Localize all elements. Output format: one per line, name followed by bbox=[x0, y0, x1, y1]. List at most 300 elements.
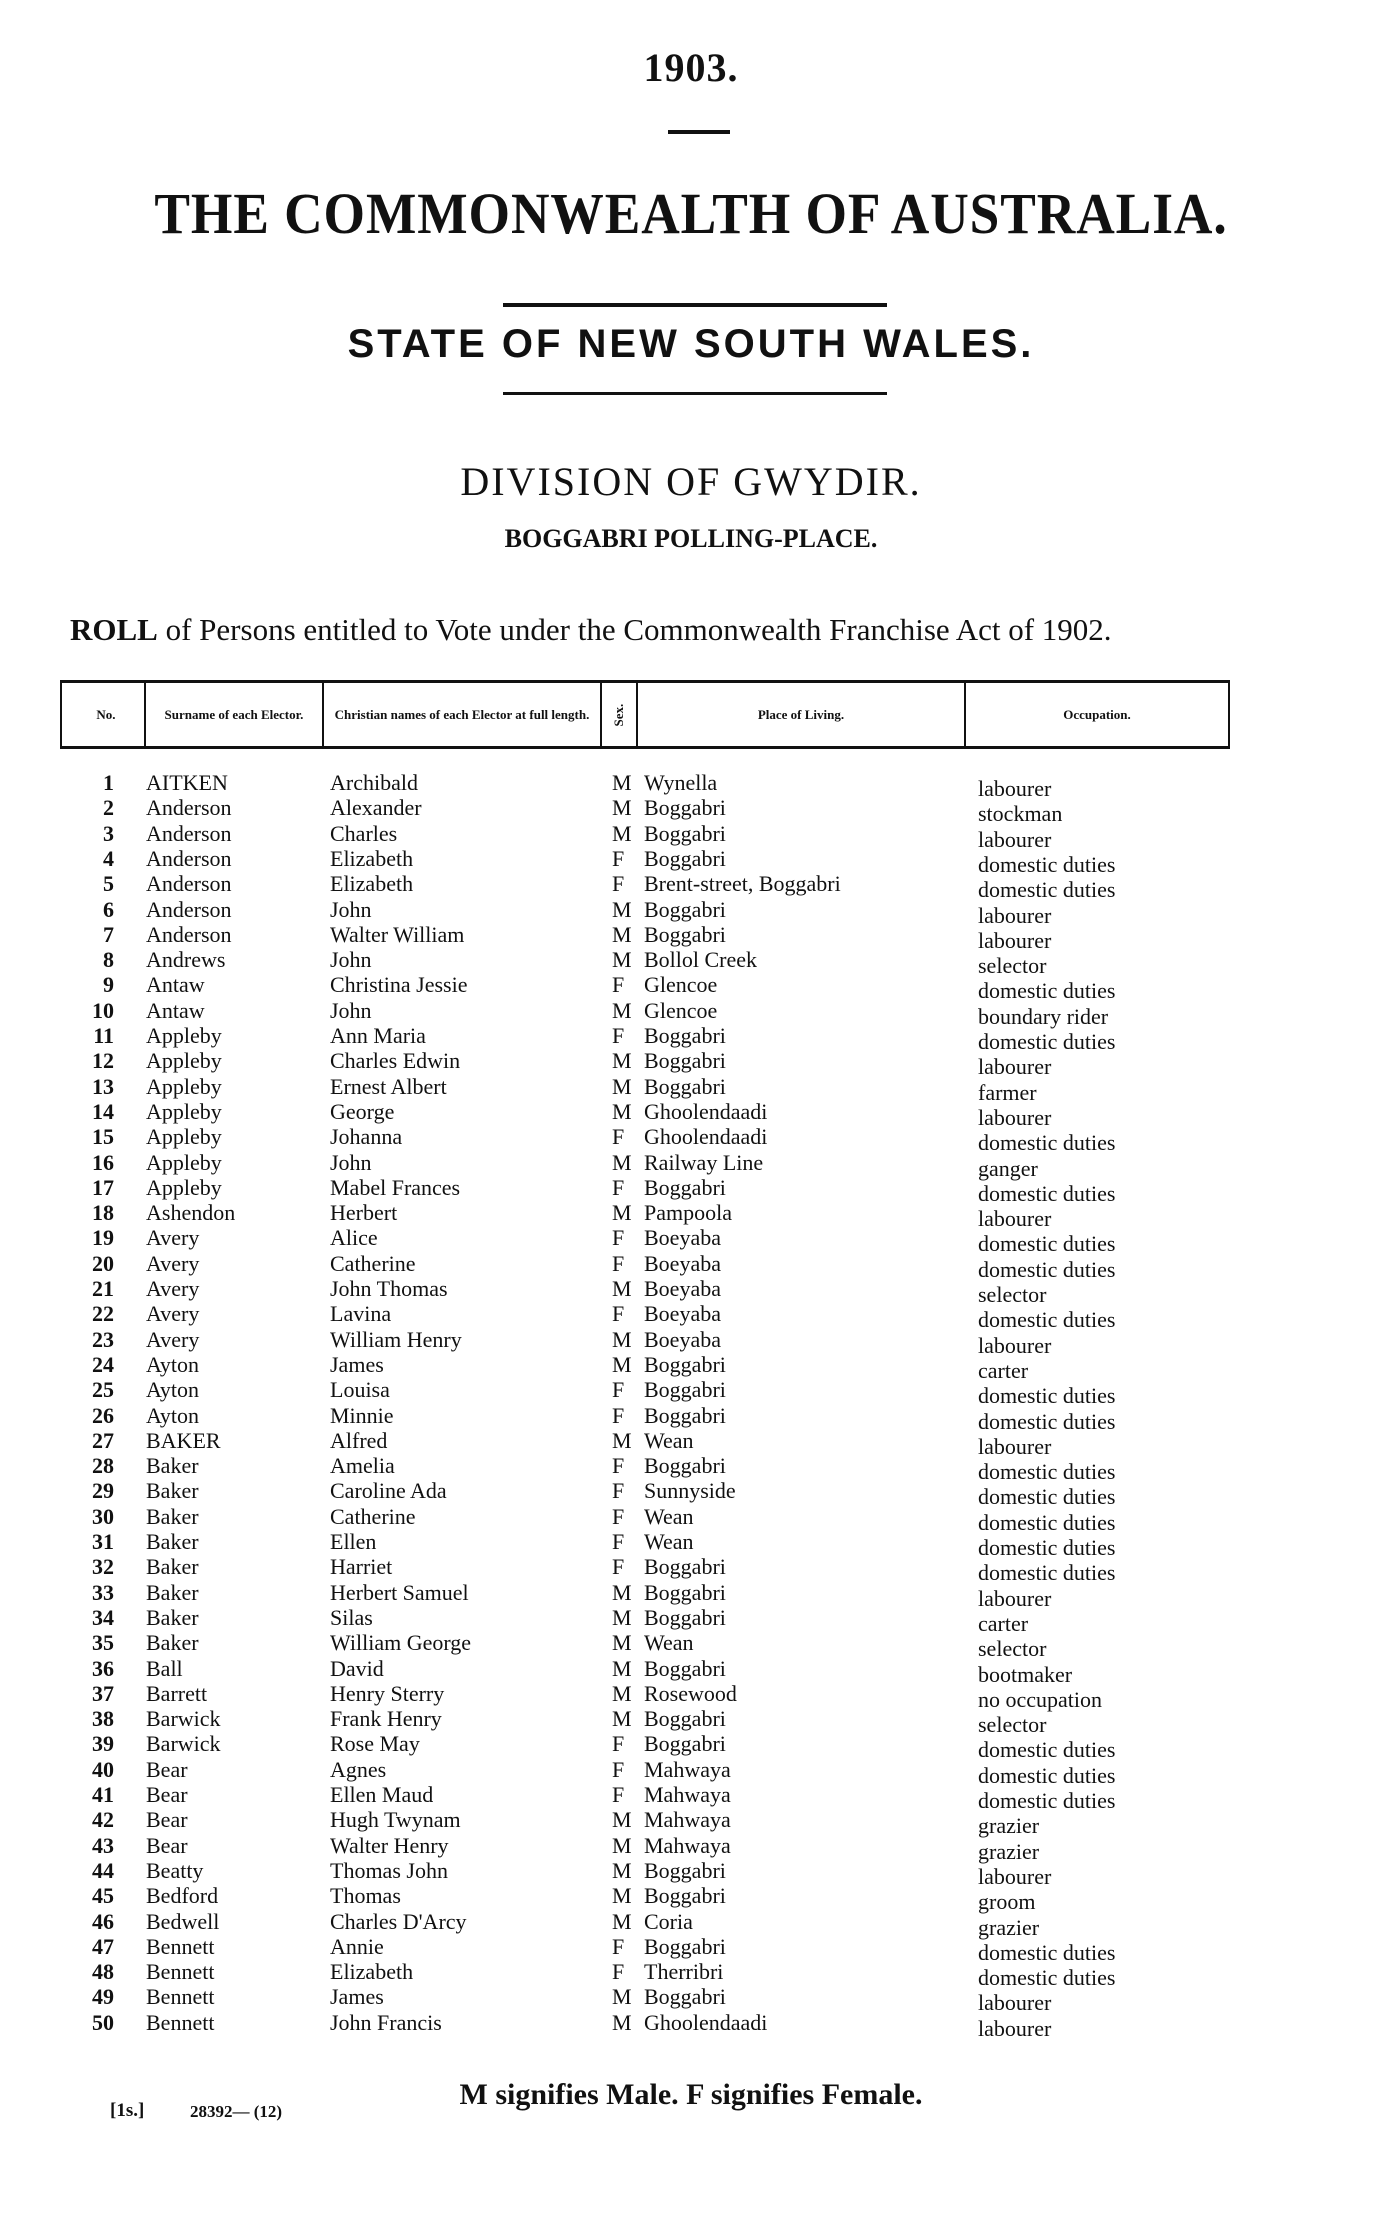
elector-number: 22 bbox=[92, 1301, 114, 1327]
table-header-bottom-rule bbox=[60, 746, 1230, 749]
elector-surname: Anderson bbox=[146, 921, 232, 947]
elector-number: 15 bbox=[92, 1124, 114, 1150]
elector-number: 28 bbox=[92, 1453, 114, 1479]
column-divider bbox=[1228, 683, 1230, 746]
elector-surname: BAKER bbox=[146, 1427, 221, 1453]
elector-sex: M bbox=[612, 1832, 632, 1858]
table-header-top-rule bbox=[60, 680, 1230, 683]
elector-christian-names: Christina Jessie bbox=[330, 972, 468, 998]
elector-number: 5 bbox=[103, 871, 114, 897]
elector-occupation: domestic duties bbox=[978, 1180, 1116, 1206]
elector-number: 23 bbox=[92, 1326, 114, 1352]
elector-place: Mahwaya bbox=[644, 1807, 731, 1833]
elector-christian-names: Louisa bbox=[330, 1377, 390, 1403]
elector-sex: F bbox=[612, 1174, 625, 1200]
elector-sex: M bbox=[612, 1807, 632, 1833]
elector-surname: Baker bbox=[146, 1604, 199, 1630]
elector-surname: Ball bbox=[146, 1655, 183, 1681]
elector-place: Boggabri bbox=[644, 1933, 726, 1959]
elector-place: Wynella bbox=[644, 770, 718, 795]
table-row bbox=[0, 1250, 1382, 1282]
elector-christian-names: Elizabeth bbox=[330, 871, 414, 897]
elector-number: 7 bbox=[103, 921, 114, 947]
elector-sex: M bbox=[612, 2009, 632, 2035]
elector-number: 6 bbox=[103, 896, 114, 922]
elector-occupation: grazier bbox=[978, 1813, 1040, 1839]
elector-number: 39 bbox=[92, 1731, 114, 1757]
elector-place: Wean bbox=[644, 1529, 694, 1554]
table-row bbox=[0, 1857, 1382, 1889]
elector-place: Sunnyside bbox=[644, 1478, 736, 1504]
table-row bbox=[0, 1706, 1382, 1738]
elector-christian-names: Alice bbox=[330, 1225, 378, 1251]
elector-number: 1 bbox=[103, 770, 114, 795]
elector-christian-names: Catherine bbox=[330, 1503, 416, 1529]
elector-surname: Avery bbox=[146, 1225, 200, 1251]
column-divider bbox=[60, 683, 62, 746]
elector-occupation: domestic duties bbox=[978, 877, 1116, 903]
elector-place: Boggabri bbox=[644, 1377, 726, 1403]
elector-occupation: labourer bbox=[978, 1104, 1052, 1130]
elector-occupation: boundary rider bbox=[978, 1003, 1109, 1029]
elector-surname: Bear bbox=[146, 1782, 188, 1807]
elector-surname: Ashendon bbox=[146, 1200, 236, 1226]
elector-surname: Bear bbox=[146, 1832, 188, 1858]
divider bbox=[503, 392, 887, 395]
elector-place: Brent-street, Boggabri bbox=[644, 871, 841, 897]
elector-christian-names: David bbox=[330, 1655, 384, 1681]
elector-sex: F bbox=[612, 871, 625, 897]
table-row bbox=[0, 1174, 1382, 1206]
column-header-sex bbox=[602, 688, 636, 742]
elector-surname: Avery bbox=[146, 1250, 200, 1276]
elector-sex: F bbox=[612, 1478, 625, 1504]
elector-surname: Appleby bbox=[146, 1023, 222, 1048]
elector-surname: Baker bbox=[146, 1579, 199, 1605]
elector-sex: M bbox=[612, 1351, 632, 1377]
elector-christian-names: Caroline Ada bbox=[330, 1478, 447, 1504]
table-row bbox=[0, 972, 1382, 1004]
footer-print-code: 28392— (12) bbox=[190, 2102, 283, 2121]
elector-occupation: labourer bbox=[978, 927, 1052, 953]
elector-christian-names: Lavina bbox=[330, 1301, 392, 1327]
table-row bbox=[0, 2009, 1382, 2041]
elector-place: Wean bbox=[644, 1427, 694, 1453]
elector-number: 25 bbox=[92, 1377, 114, 1403]
elector-surname: Anderson bbox=[146, 795, 232, 821]
elector-surname: Bennett bbox=[146, 1959, 215, 1985]
elector-christian-names: Alfred bbox=[330, 1427, 388, 1453]
elector-surname: Antaw bbox=[146, 972, 205, 998]
elector-surname: Ayton bbox=[146, 1351, 199, 1377]
elector-surname: Appleby bbox=[146, 1174, 222, 1200]
elector-surname: Baker bbox=[146, 1453, 199, 1479]
elector-christian-names: Hugh Twynam bbox=[330, 1807, 461, 1833]
elector-sex: F bbox=[612, 1933, 625, 1959]
elector-number: 27 bbox=[92, 1427, 114, 1453]
elector-sex: F bbox=[612, 1124, 625, 1150]
roll-title bbox=[70, 612, 1250, 648]
elector-surname: Bennett bbox=[146, 1933, 215, 1959]
elector-occupation: labourer bbox=[978, 2015, 1052, 2041]
elector-place: Wean bbox=[644, 1503, 694, 1529]
elector-surname: Bennett bbox=[146, 2009, 215, 2035]
table-row bbox=[0, 1832, 1382, 1864]
table-row bbox=[0, 947, 1382, 979]
elector-occupation: domestic duties bbox=[978, 1762, 1116, 1788]
elector-sex: M bbox=[612, 1427, 632, 1453]
elector-number: 36 bbox=[92, 1655, 114, 1681]
elector-sex: M bbox=[612, 1984, 632, 2010]
elector-number: 49 bbox=[92, 1984, 114, 2010]
elector-place: Boggabri bbox=[644, 921, 726, 947]
elector-sex: M bbox=[612, 1579, 632, 1605]
elector-occupation: selector bbox=[978, 1282, 1047, 1307]
elector-christian-names: John Francis bbox=[330, 2009, 442, 2035]
elector-occupation: labourer bbox=[978, 776, 1052, 801]
elector-christian-names: Charles Edwin bbox=[330, 1048, 461, 1074]
elector-christian-names: Harriet bbox=[330, 1554, 393, 1580]
elector-christian-names: Minnie bbox=[330, 1402, 394, 1428]
elector-occupation: domestic duties bbox=[978, 978, 1116, 1004]
elector-sex: M bbox=[612, 896, 632, 922]
elector-sex: F bbox=[612, 1453, 625, 1479]
elector-christian-names: Herbert bbox=[330, 1200, 398, 1226]
elector-place: Coria bbox=[644, 1908, 693, 1934]
elector-surname: Bear bbox=[146, 1756, 188, 1782]
elector-christian-names: Thomas John bbox=[330, 1857, 448, 1883]
elector-sex: M bbox=[612, 1200, 632, 1226]
elector-christian-names: Mabel Frances bbox=[330, 1174, 461, 1200]
divider bbox=[668, 130, 730, 134]
table-row bbox=[0, 1023, 1382, 1054]
elector-occupation: domestic duties bbox=[978, 1535, 1116, 1560]
elector-occupation: labourer bbox=[978, 902, 1052, 928]
column-header-christian-names: Christian names of each Elector at full length. bbox=[334, 706, 590, 722]
elector-sex: F bbox=[612, 1503, 625, 1529]
elector-number: 26 bbox=[92, 1402, 114, 1428]
elector-sex: F bbox=[612, 1301, 625, 1327]
table-row bbox=[0, 845, 1382, 877]
elector-place: Glencoe bbox=[644, 997, 718, 1023]
elector-occupation: domestic duties bbox=[978, 1509, 1116, 1535]
elector-number: 30 bbox=[92, 1503, 114, 1529]
table-row bbox=[0, 1098, 1382, 1130]
divider bbox=[503, 303, 887, 307]
column-header-surname: Surname of each Elector. bbox=[164, 706, 304, 722]
elector-christian-names: Frank Henry bbox=[330, 1706, 442, 1732]
elector-occupation: domestic duties bbox=[978, 1965, 1116, 1991]
table-row bbox=[0, 1655, 1382, 1687]
elector-christian-names: Walter Henry bbox=[330, 1832, 449, 1858]
table-row bbox=[0, 1276, 1382, 1307]
elector-sex: F bbox=[612, 1959, 625, 1985]
elector-christian-names: Annie bbox=[330, 1933, 384, 1959]
table-row bbox=[0, 1301, 1382, 1333]
elector-surname: Bedwell bbox=[146, 1908, 220, 1934]
table-row bbox=[0, 1756, 1382, 1788]
elector-place: Boeyaba bbox=[644, 1225, 721, 1251]
elector-sex: F bbox=[612, 1756, 625, 1782]
elector-sex: M bbox=[612, 1655, 632, 1681]
table-row bbox=[0, 896, 1382, 928]
table-row bbox=[0, 795, 1382, 827]
elector-sex: F bbox=[612, 1529, 625, 1554]
elector-christian-names: Ellen bbox=[330, 1529, 377, 1554]
table-row bbox=[0, 1807, 1382, 1839]
year: 1903. bbox=[643, 45, 739, 90]
elector-occupation: domestic duties bbox=[978, 1560, 1116, 1586]
elector-sex: F bbox=[612, 1225, 625, 1251]
column-header-occupation: Occupation. bbox=[1063, 706, 1131, 722]
elector-sex: F bbox=[612, 1377, 625, 1403]
elector-christian-names: John Thomas bbox=[330, 1276, 448, 1301]
elector-christian-names: James bbox=[330, 1984, 384, 2010]
elector-number: 11 bbox=[93, 1023, 114, 1048]
elector-occupation: labourer bbox=[978, 1206, 1052, 1232]
elector-surname: Andrews bbox=[146, 947, 226, 973]
elector-surname: Bear bbox=[146, 1807, 188, 1833]
elector-place: Pampoola bbox=[644, 1200, 732, 1226]
elector-occupation: labourer bbox=[978, 1433, 1052, 1459]
elector-sex: M bbox=[612, 820, 632, 846]
elector-place: Boggabri bbox=[644, 1706, 726, 1732]
table-row bbox=[0, 1048, 1382, 1080]
elector-place: Boggabri bbox=[644, 1604, 726, 1630]
elector-occupation: labourer bbox=[978, 1054, 1052, 1080]
footer-reference: [1s.] bbox=[110, 2100, 145, 2121]
elector-place: Boggabri bbox=[644, 1174, 726, 1200]
elector-christian-names: Elizabeth bbox=[330, 845, 414, 871]
table-row bbox=[0, 770, 1382, 801]
elector-sex: M bbox=[612, 947, 632, 973]
elector-place: Boggabri bbox=[644, 1883, 726, 1909]
elector-christian-names: John bbox=[330, 997, 372, 1023]
elector-surname: Ayton bbox=[146, 1377, 199, 1403]
elector-place: Therribri bbox=[644, 1959, 724, 1985]
elector-christian-names: Catherine bbox=[330, 1250, 416, 1276]
elector-surname: Avery bbox=[146, 1326, 200, 1352]
elector-occupation: grazier bbox=[978, 1914, 1040, 1940]
elector-occupation: grazier bbox=[978, 1838, 1040, 1864]
elector-surname: Baker bbox=[146, 1529, 199, 1554]
polling-place-heading: BOGGABRI POLLING-PLACE. bbox=[504, 524, 878, 553]
elector-place: Mahwaya bbox=[644, 1782, 731, 1807]
elector-place: Boggabri bbox=[644, 1984, 726, 2010]
elector-place: Railway Line bbox=[644, 1149, 764, 1175]
elector-sex: F bbox=[612, 1554, 625, 1580]
elector-place: Boggabri bbox=[644, 1351, 726, 1377]
elector-sex: M bbox=[612, 997, 632, 1023]
elector-occupation: domestic duties bbox=[978, 1408, 1116, 1434]
elector-sex: M bbox=[612, 1098, 632, 1124]
elector-place: Mahwaya bbox=[644, 1832, 731, 1858]
elector-number: 38 bbox=[92, 1706, 114, 1732]
elector-surname: Appleby bbox=[146, 1149, 222, 1175]
elector-place: Boeyaba bbox=[644, 1276, 721, 1301]
elector-occupation: farmer bbox=[978, 1079, 1037, 1105]
elector-number: 10 bbox=[92, 997, 114, 1023]
elector-place: Boggabri bbox=[644, 795, 726, 821]
elector-christian-names: Ann Maria bbox=[330, 1023, 426, 1048]
elector-occupation: ganger bbox=[978, 1155, 1038, 1181]
table-row bbox=[0, 871, 1382, 903]
elector-surname: Bedford bbox=[146, 1883, 219, 1909]
elector-occupation: carter bbox=[978, 1610, 1029, 1636]
table-row bbox=[0, 1579, 1382, 1611]
elector-number: 32 bbox=[92, 1554, 114, 1580]
elector-place: Mahwaya bbox=[644, 1756, 731, 1782]
elector-number: 34 bbox=[92, 1604, 114, 1630]
elector-place: Wean bbox=[644, 1630, 694, 1656]
elector-place: Boggabri bbox=[644, 1731, 726, 1757]
column-header-place: Place of Living. bbox=[757, 706, 845, 722]
elector-occupation: selector bbox=[978, 953, 1047, 979]
elector-surname: Appleby bbox=[146, 1048, 222, 1074]
elector-sex: M bbox=[612, 1048, 632, 1074]
elector-christian-names: Herbert Samuel bbox=[330, 1579, 469, 1605]
elector-surname: Barwick bbox=[146, 1731, 221, 1757]
elector-number: 21 bbox=[92, 1276, 114, 1301]
elector-surname: Beatty bbox=[146, 1857, 204, 1883]
elector-christian-names: Walter William bbox=[330, 921, 465, 947]
elector-christian-names: George bbox=[330, 1098, 395, 1124]
elector-number: 2 bbox=[103, 795, 114, 821]
elector-sex: F bbox=[612, 1782, 625, 1807]
elector-place: Boggabri bbox=[644, 1048, 726, 1074]
elector-sex: M bbox=[612, 1604, 632, 1630]
state-heading: STATE OF NEW SOUTH WALES. bbox=[347, 322, 1035, 366]
elector-christian-names: William Henry bbox=[330, 1326, 462, 1352]
elector-sex: M bbox=[612, 921, 632, 947]
elector-surname: Baker bbox=[146, 1554, 199, 1580]
elector-surname: Baker bbox=[146, 1630, 199, 1656]
elector-surname: AITKEN bbox=[146, 770, 228, 795]
elector-number: 16 bbox=[92, 1149, 114, 1175]
elector-surname: Anderson bbox=[146, 896, 232, 922]
elector-occupation: labourer bbox=[978, 1863, 1052, 1889]
elector-place: Boggabri bbox=[644, 896, 726, 922]
elector-sex: F bbox=[612, 972, 625, 998]
elector-surname: Barrett bbox=[146, 1680, 208, 1706]
roll-title-rest: of Persons entitled to Vote under the Commonwealth Franchise Act of 1902. bbox=[157, 612, 1112, 647]
elector-sex: M bbox=[612, 1326, 632, 1352]
table-row bbox=[0, 1680, 1382, 1712]
elector-number: 18 bbox=[92, 1200, 114, 1226]
elector-place: Boeyaba bbox=[644, 1326, 721, 1352]
elector-place: Boggabri bbox=[644, 820, 726, 846]
elector-occupation: labourer bbox=[978, 1990, 1052, 2016]
elector-number: 8 bbox=[103, 947, 114, 973]
elector-number: 24 bbox=[92, 1351, 114, 1377]
elector-place: Bollol Creek bbox=[644, 947, 758, 973]
elector-place: Boggabri bbox=[644, 1857, 726, 1883]
elector-number: 42 bbox=[92, 1807, 114, 1833]
elector-sex: M bbox=[612, 1630, 632, 1656]
table-row bbox=[0, 1427, 1382, 1459]
elector-occupation: domestic duties bbox=[978, 1737, 1116, 1763]
elector-number: 41 bbox=[92, 1782, 114, 1807]
elector-occupation: domestic duties bbox=[978, 1029, 1116, 1054]
sex-legend: M signifies Male. F signifies Female. bbox=[459, 2078, 923, 2111]
elector-christian-names: Amelia bbox=[330, 1453, 395, 1479]
table-row bbox=[0, 1351, 1382, 1383]
elector-sex: F bbox=[612, 1402, 625, 1428]
elector-christian-names: James bbox=[330, 1351, 384, 1377]
elector-sex: M bbox=[612, 770, 632, 795]
table-row bbox=[0, 1503, 1382, 1535]
elector-sex: F bbox=[612, 845, 625, 871]
elector-surname: Ayton bbox=[146, 1402, 199, 1428]
elector-number: 17 bbox=[92, 1174, 114, 1200]
elector-occupation: labourer bbox=[978, 1332, 1052, 1358]
elector-christian-names: John bbox=[330, 1149, 372, 1175]
elector-number: 20 bbox=[92, 1250, 114, 1276]
elector-sex: M bbox=[612, 1883, 632, 1909]
elector-surname: Anderson bbox=[146, 820, 232, 846]
elector-occupation: selector bbox=[978, 1712, 1047, 1738]
table-row bbox=[0, 1478, 1382, 1510]
elector-christian-names: Agnes bbox=[330, 1756, 387, 1782]
elector-occupation: domestic duties bbox=[978, 1484, 1116, 1510]
elector-number: 44 bbox=[92, 1857, 114, 1883]
elector-place: Boggabri bbox=[644, 1554, 726, 1580]
elector-occupation: domestic duties bbox=[978, 1231, 1116, 1257]
elector-christian-names: Thomas bbox=[330, 1883, 401, 1909]
elector-occupation: domestic duties bbox=[978, 1788, 1116, 1813]
elector-place: Ghoolendaadi bbox=[644, 1124, 768, 1150]
elector-number: 48 bbox=[92, 1959, 114, 1985]
elector-surname: Antaw bbox=[146, 997, 205, 1023]
table-row bbox=[0, 1959, 1382, 1991]
elector-sex: F bbox=[612, 1250, 625, 1276]
elector-number: 12 bbox=[92, 1048, 114, 1074]
elector-occupation: labourer bbox=[978, 1585, 1052, 1611]
elector-occupation: domestic duties bbox=[978, 1383, 1116, 1409]
elector-occupation: domestic duties bbox=[978, 1307, 1116, 1333]
elector-occupation: groom bbox=[978, 1889, 1036, 1915]
elector-christian-names: Elizabeth bbox=[330, 1959, 414, 1985]
table-row bbox=[0, 1149, 1382, 1181]
table-row bbox=[0, 1883, 1382, 1915]
elector-christian-names: Johanna bbox=[330, 1124, 403, 1150]
elector-occupation: domestic duties bbox=[978, 1256, 1116, 1282]
elector-place: Ghoolendaadi bbox=[644, 1098, 768, 1124]
elector-number: 19 bbox=[92, 1225, 114, 1251]
elector-surname: Avery bbox=[146, 1301, 200, 1327]
elector-sex: M bbox=[612, 1073, 632, 1099]
column-header-no: No. bbox=[96, 706, 116, 722]
elector-christian-names: Charles bbox=[330, 820, 398, 846]
elector-surname: Appleby bbox=[146, 1098, 222, 1124]
elector-christian-names: Charles D'Arcy bbox=[330, 1908, 467, 1934]
elector-christian-names: Henry Sterry bbox=[330, 1680, 445, 1706]
table-row bbox=[0, 1529, 1382, 1560]
elector-christian-names: William George bbox=[330, 1630, 472, 1656]
elector-surname: Baker bbox=[146, 1503, 199, 1529]
elector-place: Boggabri bbox=[644, 1023, 726, 1048]
elector-place: Rosewood bbox=[644, 1680, 737, 1706]
elector-sex: M bbox=[612, 1149, 632, 1175]
elector-place: Boggabri bbox=[644, 1655, 726, 1681]
elector-christian-names: John bbox=[330, 947, 372, 973]
table-row bbox=[0, 1984, 1382, 2016]
table-row bbox=[0, 1073, 1382, 1105]
elector-surname: Appleby bbox=[146, 1124, 222, 1150]
elector-surname: Bennett bbox=[146, 1984, 215, 2010]
elector-number: 4 bbox=[103, 845, 114, 871]
elector-number: 45 bbox=[92, 1883, 114, 1909]
